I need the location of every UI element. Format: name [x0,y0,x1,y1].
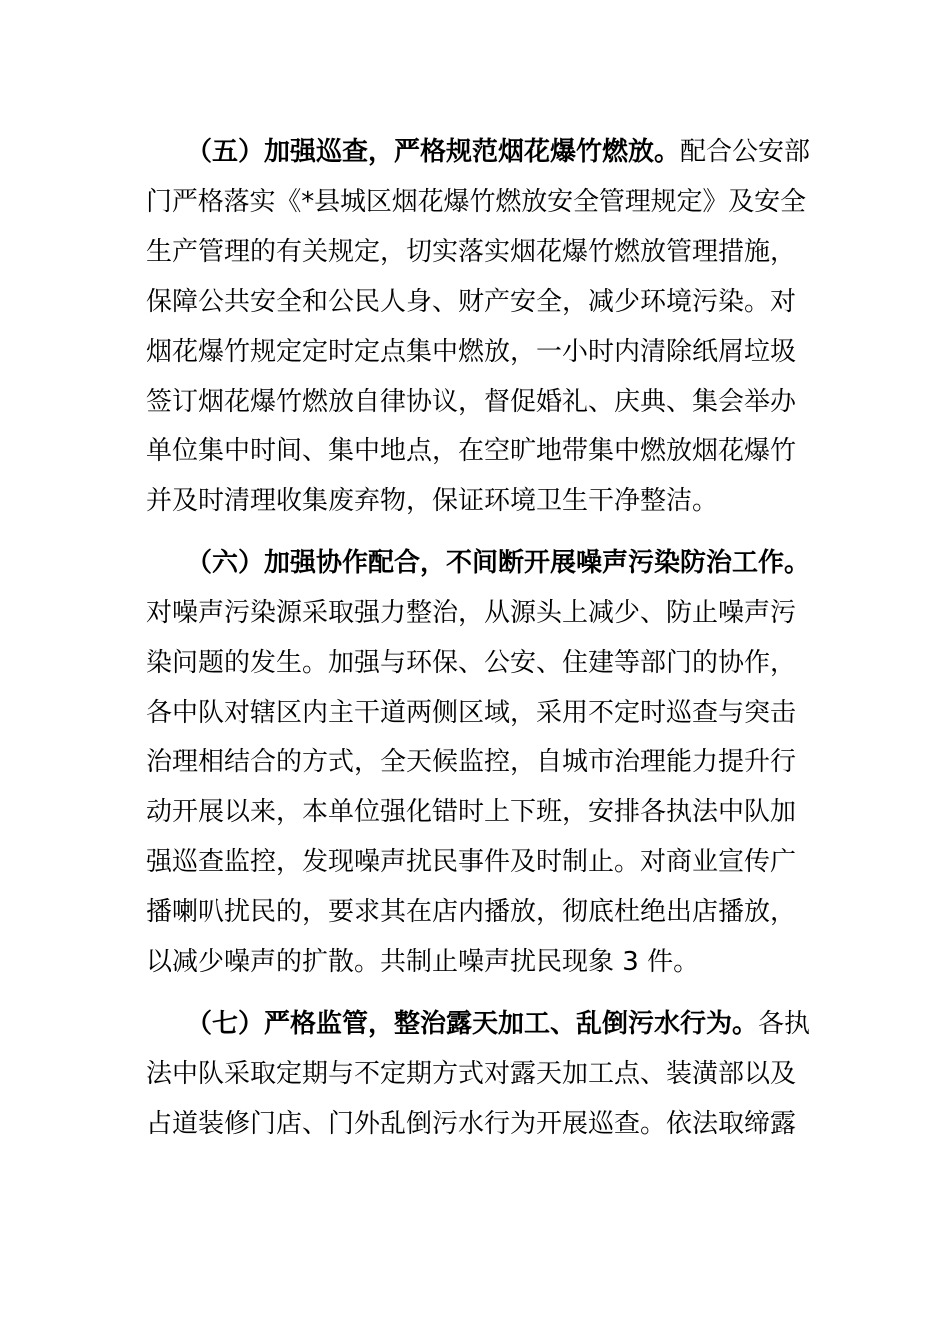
paragraph-6-heading: （六）加强协作配合，不间断开展噪声污染防治工作。 [186,548,811,578]
paragraph-7-line: 占道装修门店、门外乱倒污水行为开展巡查。依法取缔露 [146,1109,797,1139]
paragraph-6-line: 动开展以来，本单位强化错时上下班，安排各执法中队加 [146,797,797,827]
paragraph-5-line: 保障公共安全和公民人身、财产安全，减少环境污染。对 [146,287,797,317]
paragraph-7-first-line-text: 各执 [758,1009,811,1039]
paragraph-5-first-line-text: 配合公安部 [680,137,811,167]
paragraph-5-heading: （五）加强巡查，严格规范烟花爆竹燃放。 [186,137,681,167]
paragraph-5-line: 单位集中时间、集中地点，在空旷地带集中燃放烟花爆竹 [146,436,797,466]
paragraph-7-first-line [0,998,950,1050]
paragraph-6-line: 染问题的发生。加强与环保、公安、住建等部门的协作， [146,648,797,678]
paragraph-6-line: 治理相结合的方式，全天候监控，自城市治理能力提升行 [146,747,797,777]
paragraph-5-line: 并及时清理收集废弃物，保证环境卫生干净整洁。 [146,486,719,516]
paragraph-5-line: 门严格落实《*县城区烟花爆竹燃放安全管理规定》及安全 [146,187,806,217]
paragraph-6-line: 播喇叭扰民的，要求其在店内播放，彻底杜绝出店播放， [146,897,797,927]
paragraph-7-line: 法中队采取定期与不定期方式对露天加工点、装潢部以及 [146,1059,797,1089]
paragraph-6-line: 强巡查监控，发现噪声扰民事件及时制止。对商业宣传广 [146,847,797,877]
paragraph-5-line: 烟花爆竹规定定时定点集中燃放，一小时内清除纸屑垃圾 [146,337,797,367]
paragraph-6-line: 对噪声污染源采取强力整治，从源头上减少、防止噪声污 [146,598,797,628]
paragraph-5-first-line [0,126,950,178]
paragraph-5-line: 生产管理的有关规定，切实落实烟花爆竹燃放管理措施， [146,237,797,267]
paragraph-6-line: 以减少噪声的扩散。共制止噪声扰民现象 3 件。 [146,947,700,977]
paragraph-6-line: 各中队对辖区内主干道两侧区域，采用不定时巡查与突击 [146,698,797,728]
paragraph-7-heading: （七）严格监管，整治露天加工、乱倒污水行为。 [186,1009,759,1039]
paragraph-5-line: 签订烟花爆竹燃放自律协议，督促婚礼、庆典、集会举办 [146,387,797,417]
